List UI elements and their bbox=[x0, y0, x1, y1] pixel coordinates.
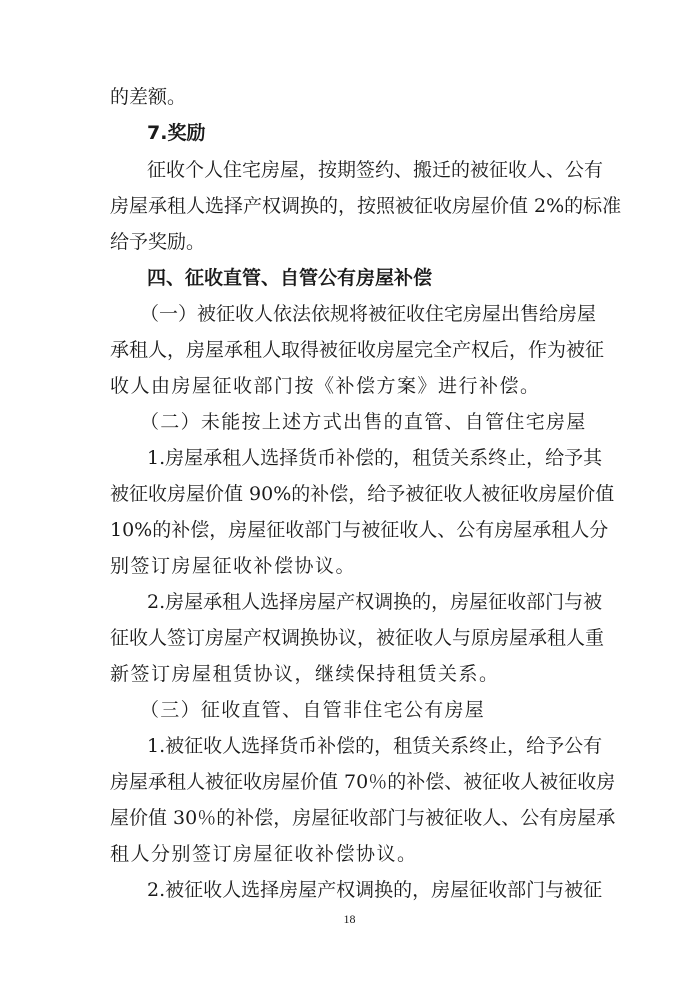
section-heading-4: 四、征收直管、自管公有房屋补偿 bbox=[147, 267, 433, 289]
text-line: 10%的补偿，房屋征收部门与被征收人、公有房屋承租人分 bbox=[110, 519, 609, 541]
subheading-reward: 7.奖励 bbox=[147, 122, 206, 144]
text-line: 被征收房屋价值 90%的补偿，给予被征收人被征收房屋价值 bbox=[110, 483, 615, 505]
text-line: 租人分别签订房屋征收补偿协议。 bbox=[110, 843, 418, 865]
text-line: 2.被征收人选择房屋产权调换的，房屋征收部门与被征 bbox=[147, 879, 603, 901]
subsection-heading-3: （三）征收直管、自管非住宅公有房屋 bbox=[140, 699, 486, 721]
text-line: 房屋承租人被征收房屋价值 70％的补偿、被征收人被征收房 bbox=[110, 771, 616, 793]
text-line: 征收人签订房屋产权调换协议，被征收人与原房屋承租人重 bbox=[110, 627, 605, 649]
text-line: 1.房屋承租人选择货币补偿的，租赁关系终止，给予其 bbox=[147, 447, 603, 469]
text-line: 承租人，房屋承租人取得被征收房屋完全产权后，作为被征 bbox=[110, 339, 605, 361]
text-line: 新签订房屋租赁协议，继续保持租赁关系。 bbox=[110, 663, 500, 685]
text-line: 屋价值 30％的补偿，房屋征收部门与被征收人、公有房屋承 bbox=[110, 807, 616, 829]
text-line: 1.被征收人选择货币补偿的，租赁关系终止，给予公有 bbox=[147, 735, 603, 757]
text-line: 2.房屋承租人选择房屋产权调换的，房屋征收部门与被 bbox=[147, 591, 603, 613]
text-line: （一）被征收人依法依规将被征收住宅房屋出售给房屋 bbox=[140, 303, 597, 325]
text-line: 收人由房屋征收部门按《补偿方案》进行补偿。 bbox=[110, 375, 541, 397]
text-line: 别签订房屋征收补偿协议。 bbox=[110, 555, 357, 577]
subsection-heading-2: （二）未能按上述方式出售的直管、自管住宅房屋 bbox=[140, 411, 587, 433]
text-line: 房屋承租人选择产权调换的，按照被征收房屋价值 2%的标准 bbox=[110, 195, 622, 217]
text-line: 给予奖励。 bbox=[110, 231, 206, 253]
text-line: 征收个人住宅房屋，按期签约、搬迁的被征收人、公有 bbox=[147, 159, 604, 181]
page-number: 18 bbox=[343, 912, 356, 926]
text-line: 的差额。 bbox=[110, 86, 187, 108]
